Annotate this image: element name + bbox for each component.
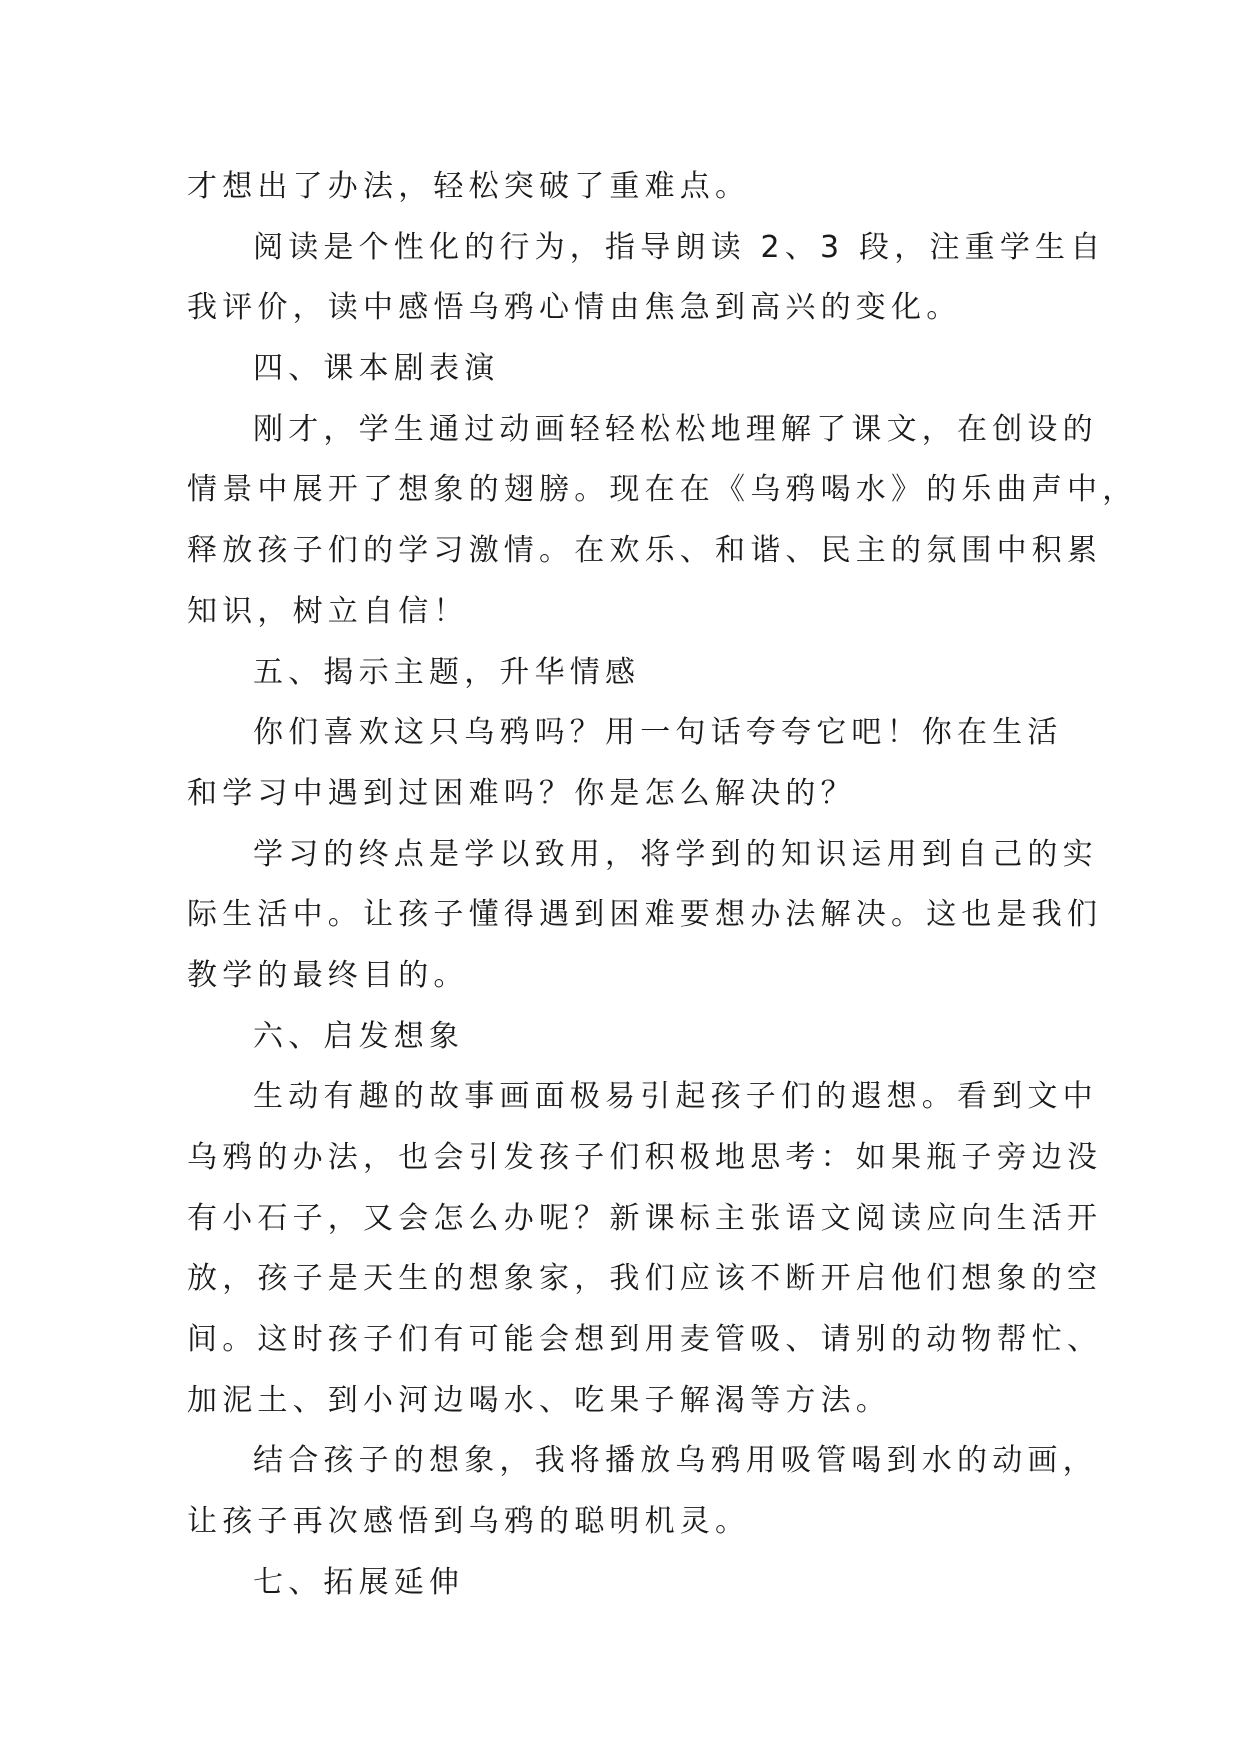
paragraph-line: 间。这时孩子们有可能会想到用麦管吸、请别的动物帮忙、	[187, 1322, 1103, 1358]
section-heading: 四、课本剧表演	[253, 351, 500, 387]
paragraph-line: 才想出了办法，轻松突破了重难点。	[187, 169, 751, 204]
paragraph-line: 教学的最终目的。	[187, 957, 469, 993]
paragraph-line: 情景中展开了想象的翅膀。现在在《乌鸦喝水》的乐曲声中，	[187, 472, 1138, 508]
section-heading: 五、揭示主题，升华情感	[253, 654, 641, 690]
paragraph-line: 我评价，读中感悟乌鸦心情由焦急到高兴的变化。	[187, 290, 962, 326]
paragraph-line: 刚才，学生通过动画轻轻松松地理解了课文，在创设的	[253, 411, 1098, 447]
paragraph-line: 知识，树立自信！	[187, 593, 469, 629]
section-heading: 六、启发想象	[253, 1018, 465, 1054]
paragraph-line: 放，孩子是天生的想象家，我们应该不断开启他们想象的空	[187, 1261, 1103, 1297]
paragraph-line: 有小石子，又会怎么办呢？新课标主张语文阅读应向生活开	[187, 1200, 1103, 1236]
section-heading: 七、拓展延伸	[253, 1564, 465, 1600]
paragraph-line: 乌鸦的办法，也会引发孩子们积极地思考：如果瓶子旁边没	[187, 1140, 1103, 1175]
paragraph-line: 生动有趣的故事画面极易引起孩子们的遐想。看到文中	[253, 1079, 1098, 1115]
paragraph-line: 际生活中。让孩子懂得遇到困难要想办法解决。这也是我们	[187, 897, 1103, 933]
document-body	[187, 157, 1138, 1614]
paragraph-line: 学习的终点是学以致用，将学到的知识运用到自己的实	[253, 836, 1098, 872]
paragraph-line: 释放孩子们的学习激情。在欢乐、和谐、民主的氛围中积累	[187, 533, 1103, 569]
paragraph-line: 阅读是个性化的行为，指导朗读 2、3 段，注重学生自	[253, 229, 1106, 265]
paragraph-line: 你们喜欢这只乌鸦吗？用一句话夸夸它吧！你在生活	[253, 715, 1063, 751]
paragraph-line: 结合孩子的想象，我将播放乌鸦用吸管喝到水的动画，	[253, 1443, 1098, 1479]
paragraph-line: 让孩子再次感悟到乌鸦的聪明机灵。	[187, 1504, 751, 1540]
paragraph-line: 加泥土、到小河边喝水、吃果子解渴等方法。	[187, 1382, 891, 1418]
paragraph-line: 和学习中遇到过困难吗？你是怎么解决的？	[187, 775, 856, 811]
